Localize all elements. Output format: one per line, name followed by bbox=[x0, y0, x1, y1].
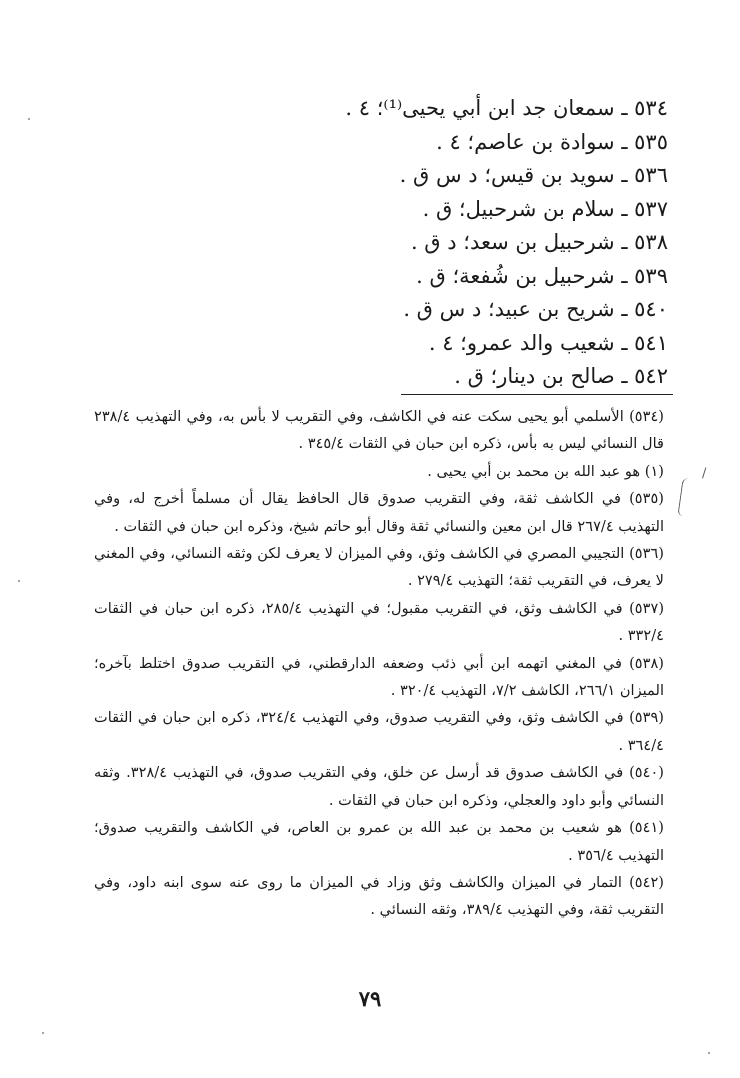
footnote: (٥٣٥) في الكاشف ثقة، وفي التقريب صدوق قال الحافظ يقال أن مسلماً أخرج له، وفي التهذيب ٢٦٧/٤ قال ابن معين والنسائي ثقة وقال أبو حاتم شيخ، وذكره ابن حبان في الثقات . bbox=[94, 490, 664, 535]
scan-speck bbox=[18, 580, 20, 582]
scan-speck bbox=[708, 1052, 710, 1054]
scan-speck bbox=[28, 118, 30, 120]
footnote: (٥٤٠) في الكاشف صدوق قد أرسل عن خلق، وفي التقريب صدوق، في التهذيب ٣٢٨/٤. وثقه النسائي وأبو داود والعجلي، وذكره ابن حبان في الثقات . bbox=[94, 764, 664, 809]
margin-tick-mark: / bbox=[702, 466, 707, 481]
narrator-entry: ٥٣٨ ـ شرحبيل بن سعد؛ د ق . bbox=[410, 230, 668, 254]
footnote: (٥٣٦) التجيبي المصري في الكاشف وثق، وفي الميزان لا يعرف لكن وثقه النسائي، وفي المغني لا يعرف، في التقريب ثقة؛ التهذيب ٢٧٩/٤ . bbox=[94, 545, 664, 590]
footnote-separator bbox=[401, 394, 673, 395]
footnote: (٥٣٨) في المغني اتهمه ابن أبي ذئب وضعفه الدارقطني، في التقريب صدوق اختلط بآخره؛ الميزان ٢٦٦/١، الكاشف ٧/٢، التهذيب ٣٢٠/٤ . bbox=[94, 654, 664, 700]
footnote: (٥٣٧) في الكاشف وثق، في التقريب مقبول؛ في التهذيب ٢٨٥/٤، ذكره ابن حبان في الثقات ٣٣٢/٤ . bbox=[94, 599, 665, 645]
footnote: (٥٤٢) التمار في الميزان والكاشف وثق وزاد في الميزان ما روى عنه سوى ابنه داود، وفي التقريب ثقة، وفي التهذيب ٣٨٩/٤، وثقه النسائي . bbox=[94, 873, 664, 919]
narrator-entry: ٥٣٦ ـ سويد بن قيس؛ د س ق . bbox=[399, 163, 668, 187]
narrator-entry: ٥٣٥ ـ سوادة بن عاصم؛ ٤ . bbox=[436, 129, 668, 154]
narrator-entry: ٥٣٩ ـ شرحبيل بن شُفعة؛ ق . bbox=[416, 263, 668, 288]
page-number: ٧٩ bbox=[358, 986, 382, 1011]
narrator-entry: ٥٣٤ ـ سمعان جد ابن أبي يحيى⁽¹⁾؛ ٤ . bbox=[345, 96, 668, 120]
narrator-entry: ٥٤١ ـ شعيب والد عمرو؛ ٤ . bbox=[428, 330, 668, 355]
footnotes bbox=[94, 403, 664, 924]
margin-pen-mark bbox=[677, 478, 695, 516]
narrator-entry: ٥٤٢ ـ صالح بن دينار؛ ق . bbox=[454, 364, 668, 388]
narrator-list bbox=[108, 92, 668, 394]
footnote: (٥٣٩) في الكاشف وثق، وفي التقريب صدوق، وفي التهذيب ٣٢٤/٤، ذكره ابن حبان في الثقات ٣٦٤/٤ . bbox=[94, 709, 664, 754]
footnote: (١) هو عبد الله بن محمد بن أبي يحيى . bbox=[427, 462, 664, 480]
scan-speck bbox=[42, 1032, 44, 1034]
narrator-entry: ٥٤٠ ـ شريح بن عبيد؛ د س ق . bbox=[403, 297, 668, 321]
narrator-entry: ٥٣٧ ـ سلام بن شرحبيل؛ ق . bbox=[422, 196, 668, 221]
footnote: (٥٤١) هو شعيب بن محمد بن عبد الله بن عمرو بن العاص، في الكاشف والتقريب صدوق؛ التهذيب ٣٥٦/٤ . bbox=[94, 819, 664, 864]
footnote: (٥٣٤) الأسلمي أبو يحيى سكت عنه في الكاشف، وفي التقريب لا بأس به، وفي التهذيب ٢٣٨/٤ قال النسائي ليس به بأس، ذكره ابن حبان في الثقات ٣٤٥/٤ . bbox=[94, 408, 664, 453]
